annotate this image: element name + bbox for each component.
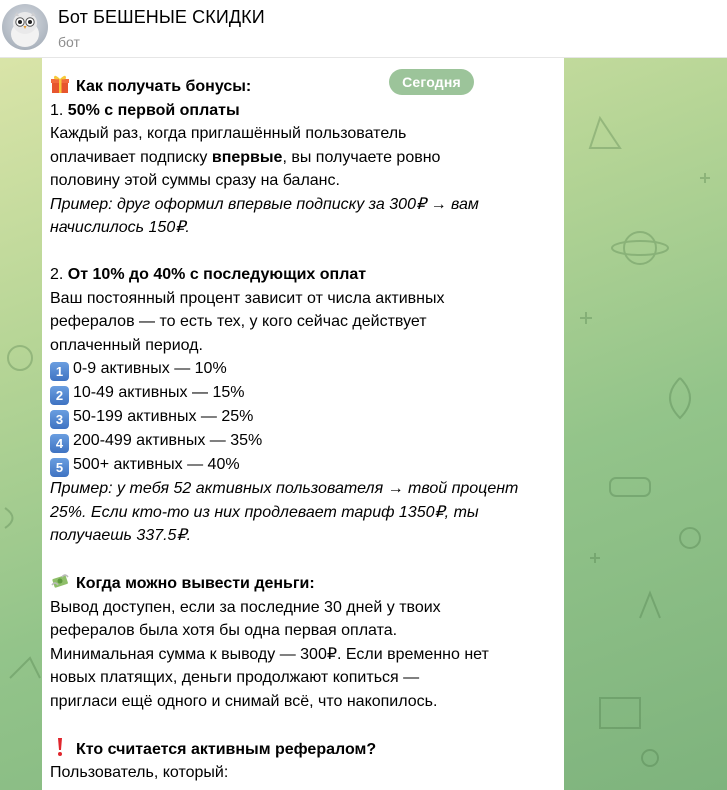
tier-line: 4 200-499 активных — 35% (50, 429, 562, 453)
keycap-digit-icon: 1 (50, 362, 69, 381)
tier-line: 3 50-199 активных — 25% (50, 405, 562, 429)
example-line: 25%. Если кто-то из них продлевает тариф 1350₽, ты (50, 503, 479, 521)
owl-avatar-icon (2, 4, 48, 50)
tier-line: 5 500+ активных — 40% (50, 453, 562, 477)
keycap-digit-icon: 3 (50, 410, 69, 429)
section-2-heading: Когда можно вывести деньги: (50, 571, 562, 596)
example-line: Пример: у тебя 52 активных пользователя → твой процент (50, 480, 519, 497)
msg-line: Минимальная сумма к выводу — 300₽. Если временно нет (50, 645, 489, 663)
bot-avatar[interactable] (2, 4, 48, 50)
example-line: Пример: друг оформил впервые подписку за 300₽ → вам (50, 195, 479, 213)
msg-line: Вывод доступен, если за последние 30 дней у твоих (50, 598, 441, 616)
tier-line: 1 0-9 активных — 10% (50, 357, 562, 381)
msg-line: Каждый раз, когда приглашённый пользователь (50, 125, 407, 142)
date-badge: Сегодня (389, 69, 474, 95)
chat-subtitle: бот (58, 34, 80, 50)
message-text[interactable] (50, 74, 562, 785)
keycap-digit-icon: 5 (50, 458, 69, 477)
msg-line: пригласи ещё одного и снимай всё, что накопилось. (50, 692, 438, 710)
money-with-wings-icon (50, 571, 70, 591)
msg-line: половину этой суммы сразу на баланс. (50, 172, 340, 189)
example-line: получаешь 337.5₽. (50, 527, 192, 544)
tier-line: 2 10-49 активных — 15% (50, 381, 562, 405)
msg-line: рефералов — то есть тех, у кого сейчас действует (50, 313, 427, 330)
bonus-item-2-title: 2. От 10% до 40% с последующих оплат (50, 266, 367, 283)
section-3-heading: Кто считается активным рефералом? (50, 737, 562, 762)
example-line: начислилось 150₽. (50, 219, 190, 236)
section-1-heading: Как получать бонусы: (50, 74, 562, 99)
chat-header[interactable] (0, 0, 727, 58)
bonus-item-1-title: 1. 50% с первой оплаты (50, 101, 240, 119)
msg-line: оплачивает подписку впервые, вы получаете ровно (50, 148, 441, 166)
msg-line: оплаченный период. (50, 336, 203, 354)
keycap-digit-icon: 2 (50, 386, 69, 405)
gift-icon (50, 74, 70, 94)
red-exclamation-icon (50, 737, 70, 757)
msg-line: Ваш постоянный процент зависит от числа активных (50, 289, 445, 307)
keycap-digit-icon: 4 (50, 434, 69, 453)
msg-line: рефералов была хотя бы одна первая оплата. (50, 622, 398, 639)
msg-line: Пользователь, который: (50, 764, 229, 781)
chat-title[interactable]: Бот БЕШЕНЫЕ СКИДКИ (58, 7, 265, 27)
msg-line: новых платящих, деньги продолжают копиться — (50, 669, 420, 686)
